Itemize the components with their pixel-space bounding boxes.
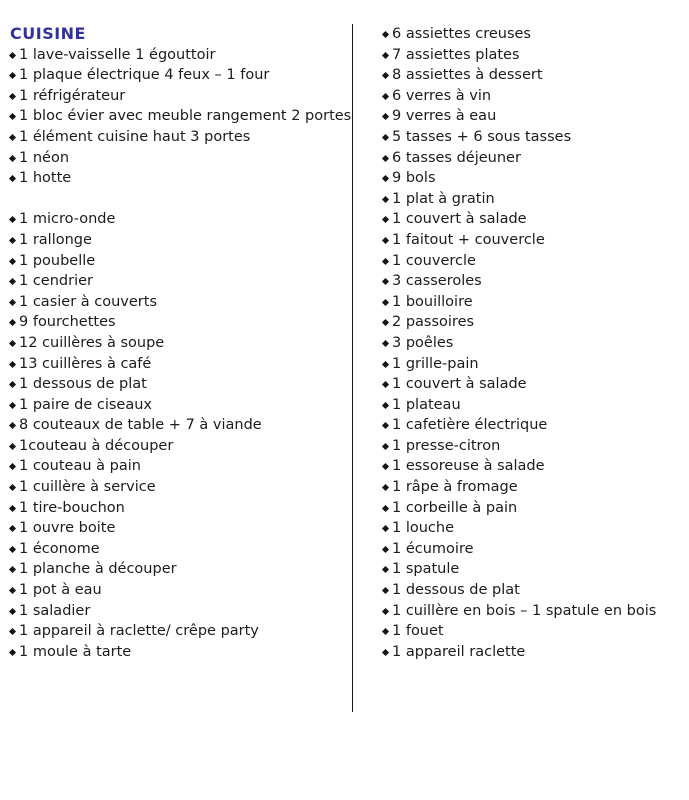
diamond-bullet-icon [382,155,389,162]
list-item [383,374,683,395]
list-item-label: 1 essoreuse à salade [392,458,545,475]
list-item [10,539,346,560]
diamond-bullet-icon [9,628,16,635]
list-item-label: 1 cendrier [19,273,93,290]
list-item-label: 1 cuillère à service [19,479,156,496]
list-item-label: 1 dessous de plat [392,582,520,599]
list-item [10,230,346,251]
list-item-label: 8 assiettes à dessert [392,67,543,84]
diamond-bullet-icon [382,587,389,594]
diamond-bullet-icon [9,175,16,182]
list-item [10,292,346,313]
list-item-label: 1 presse-citron [392,437,501,454]
diamond-bullet-icon [382,381,389,388]
right-column [383,24,683,662]
diamond-bullet-icon [9,257,16,264]
list-item [10,333,346,354]
list-item [383,498,683,519]
diamond-bullet-icon [382,278,389,285]
diamond-bullet-icon [9,278,16,285]
diamond-bullet-icon [9,360,16,367]
list-item-label: 1 tire-bouchon [19,499,125,516]
diamond-bullet-icon [9,566,16,573]
diamond-bullet-icon [382,402,389,409]
list-item-label: 1 grille-pain [392,355,479,372]
list-item-label: 1 plaque électrique 4 feux – 1 four [19,67,270,84]
diamond-bullet-icon [382,422,389,429]
diamond-bullet-icon [382,649,389,656]
list-item-label: 8 couteaux de table + 7 à viande [19,417,262,434]
list-item-label: 1 cafetière électrique [392,417,548,434]
list-item-label: 1 rallonge [19,231,92,248]
diamond-bullet-icon [9,216,16,223]
list-item [10,86,346,107]
list-item [10,354,346,375]
diamond-bullet-icon [382,134,389,141]
list-item [383,559,683,580]
list-item-label: 1 couvert à salade [392,376,527,393]
list-item [383,580,683,601]
list-item-label: 1 bouilloire [392,293,473,310]
list-item [383,189,683,210]
list-item [10,127,346,148]
list-item [10,106,352,127]
diamond-bullet-icon [9,402,16,409]
diamond-bullet-icon [382,93,389,100]
list-item-label: 1 économe [19,540,100,557]
list-item-label: 6 tasses déjeuner [392,149,521,166]
diamond-bullet-icon [382,216,389,223]
list-item [383,106,683,127]
list-item [383,65,683,86]
list-item-label: 9 bols [392,170,436,187]
list-item [383,45,683,66]
diamond-bullet-icon [382,608,389,615]
list-item [10,251,346,272]
list-item-label: 12 cuillères à soupe [19,334,165,351]
list-item [10,395,346,416]
list-item-label: 1 plat à gratin [392,190,495,207]
list-item-label: 6 assiettes creuses [392,26,531,42]
list-item [383,539,683,560]
list-item-label: 5 tasses + 6 sous tasses [392,128,572,145]
diamond-bullet-icon [9,93,16,100]
list-item-label: 6 verres à vin [392,87,492,104]
diamond-bullet-icon [382,484,389,491]
list-item [383,209,683,230]
list-item [10,642,346,663]
list-item [10,477,346,498]
list-item-label: 1 planche à découper [19,561,177,578]
list-item [10,498,346,519]
list-item [383,148,683,169]
diamond-bullet-icon [382,299,389,306]
column-divider [352,24,353,712]
list-item-label: 9 verres à eau [392,108,497,125]
list-item [10,559,346,580]
diamond-bullet-icon [382,72,389,79]
list-item-label: 1 spatule [392,561,460,578]
diamond-bullet-icon [9,608,16,615]
list-item [383,312,683,333]
list-item [10,374,346,395]
list-item-label: 1 moule à tarte [19,643,132,660]
list-item [383,601,683,622]
list-item [10,436,346,457]
diamond-bullet-icon [9,546,16,553]
diamond-bullet-icon [382,113,389,120]
list-item [383,168,683,189]
list-item-label: 1 corbeille à pain [392,499,518,516]
list-item [10,580,346,601]
list-item-label: 1couteau à découper [19,437,174,454]
list-item-label: 1 lave-vaisselle 1 égouttoir [19,46,216,63]
list-item-label: 3 casseroles [392,273,482,290]
list-item-label: 1 fouet [392,623,444,640]
list-item-label: 1 écumoire [392,540,474,557]
diamond-bullet-icon [9,443,16,450]
diamond-bullet-icon [9,525,16,532]
list-item [10,45,346,66]
diamond-bullet-icon [382,463,389,470]
diamond-bullet-icon [382,566,389,573]
diamond-bullet-icon [382,628,389,635]
diamond-bullet-icon [382,257,389,264]
list-item [383,436,683,457]
list-item [383,24,683,45]
list-item [10,456,346,477]
list-item [10,518,346,539]
list-item-label: 1 pot à eau [19,582,102,599]
list-item-label: 1 plateau [392,396,461,413]
list-item-label: 1 faitout + couvercle [392,231,545,248]
list-item-label: 1 râpe à fromage [392,479,518,496]
list-item [383,456,683,477]
diamond-bullet-icon [9,113,16,120]
diamond-bullet-icon [382,319,389,326]
diamond-bullet-icon [382,237,389,244]
list-item [10,65,346,86]
list-item [383,354,683,375]
diamond-bullet-icon [9,155,16,162]
list-item-label: 1 micro-onde [19,211,116,228]
list-item-label: 7 assiettes plates [392,46,520,63]
list-item-label: 1 élément cuisine haut 3 portes [19,128,251,145]
list-item-label: 9 fourchettes [19,314,116,331]
left-column [10,24,352,662]
diamond-bullet-icon [9,505,16,512]
diamond-bullet-icon [382,505,389,512]
list-item [10,271,346,292]
diamond-bullet-icon [382,360,389,367]
list-item [10,168,346,189]
list-item-label: 3 poêles [392,334,454,351]
list-item-label: 1 réfrigérateur [19,87,126,104]
list-item-label: 1 louche [392,520,455,537]
diamond-bullet-icon [9,649,16,656]
list-item-label: 1 couvercle [392,252,476,269]
list-item [10,209,346,230]
list-item-label: 13 cuillères à café [19,355,152,372]
diamond-bullet-icon [9,134,16,141]
diamond-bullet-icon [9,237,16,244]
list-item [10,312,346,333]
list-item [383,333,683,354]
list-item-label: 1 hotte [19,170,72,187]
diamond-bullet-icon [9,72,16,79]
list-item [10,415,346,436]
list-item-label: 2 passoires [392,314,475,331]
diamond-bullet-icon [9,422,16,429]
list-item-label: 1 néon [19,149,70,166]
diamond-bullet-icon [382,443,389,450]
left-list-group-2 [10,209,346,662]
list-item [383,518,683,539]
list-item [383,271,683,292]
list-item-label: 1 casier à couverts [19,293,157,310]
list-item [383,292,683,313]
list-item [383,230,683,251]
list-item [383,621,683,642]
diamond-bullet-icon [9,381,16,388]
diamond-bullet-icon [382,546,389,553]
diamond-bullet-icon [382,525,389,532]
list-item-label: 1 appareil à raclette/ crêpe party [19,623,259,640]
list-item-label: 1 ouvre boite [19,520,116,537]
list-item [383,127,683,148]
list-item [383,477,683,498]
list-item [383,415,683,436]
diamond-bullet-icon [382,175,389,182]
diamond-bullet-icon [9,484,16,491]
diamond-bullet-icon [9,299,16,306]
diamond-bullet-icon [382,52,389,59]
list-item-label: 1 bloc évier avec meuble rangement 2 portes [19,108,352,125]
list-item-label: 1 saladier [19,602,91,619]
list-item [383,86,683,107]
list-item [10,601,346,622]
diamond-bullet-icon [9,319,16,326]
list-item [383,642,683,663]
list-item-label: 1 dessous de plat [19,376,147,393]
list-item-label: 1 couteau à pain [19,458,141,475]
diamond-bullet-icon [9,340,16,347]
diamond-bullet-icon [382,31,389,38]
list-item [383,251,683,272]
page-title: CUISINE [10,24,86,43]
diamond-bullet-icon [9,587,16,594]
list-item-label: 1 poubelle [19,252,96,269]
diamond-bullet-icon [9,52,16,59]
list-item-label: 1 appareil raclette [392,643,526,660]
list-item-label: 1 paire de ciseaux [19,396,152,413]
diamond-bullet-icon [9,463,16,470]
left-list-group-1 [10,45,352,189]
right-list [383,24,683,662]
list-item-label: 1 couvert à salade [392,211,527,228]
diamond-bullet-icon [382,196,389,203]
list-item-label: 1 cuillère en bois – 1 spatule en bois [392,602,657,619]
list-item [10,148,346,169]
list-item [10,621,346,642]
diamond-bullet-icon [382,340,389,347]
list-item [383,395,683,416]
